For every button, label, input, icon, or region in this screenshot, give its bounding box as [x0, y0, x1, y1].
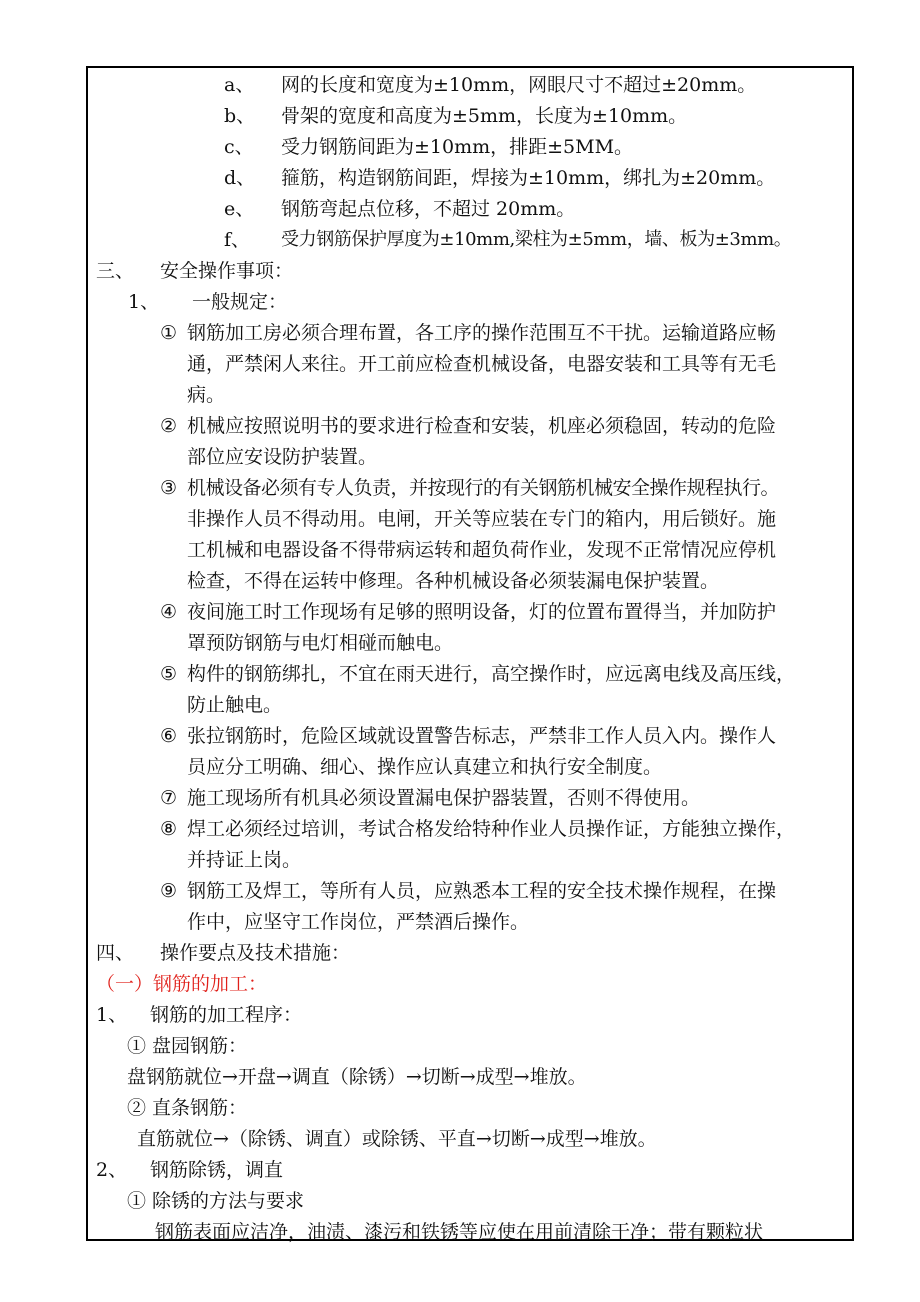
tolerance-marker: e、	[224, 198, 255, 220]
rule-marker: ④	[160, 601, 178, 623]
rule-line: 钢筋工及焊工，等所有人员，应熟悉本工程的安全技术操作规程，在操	[187, 880, 777, 902]
rule-line: 张拉钢筋时，危险区域就设置警告标志，严禁非工作人员入内。操作人	[187, 725, 777, 747]
coil-steel-title: ① 盘园钢筋：	[127, 1035, 248, 1057]
step-marker: 1、	[96, 1004, 128, 1026]
tolerance-text: 受力钢筋间距为±10mm，排距±5MM。	[281, 136, 634, 158]
rule-line: 焊工必须经过培训，考试合格发给特种作业人员操作证，方能独立操作，	[187, 818, 796, 840]
rule-line: 并持证上岗。	[187, 849, 302, 871]
coil-steel-flow: 盘钢筋就位→开盘→调直（除锈）→切断→成型→堆放。	[127, 1066, 587, 1088]
section-marker: 四、	[96, 942, 135, 964]
rule-marker: ⑧	[160, 818, 178, 840]
rule-marker: ⑨	[160, 880, 178, 902]
tolerance-marker: d、	[224, 167, 256, 189]
step-marker: 2、	[96, 1159, 128, 1181]
tolerance-text: 箍筋，构造钢筋间距，焊接为±10mm，绑扎为±20mm。	[281, 167, 776, 189]
tolerance-marker: c、	[224, 136, 254, 158]
rule-line: 机械设备必须有专人负责，并按现行的有关钢筋机械安全操作规程执行。	[187, 477, 780, 499]
subsection-heading: （一）钢筋的加工：	[96, 973, 268, 995]
tolerance-marker: b、	[224, 105, 256, 127]
rule-line: 病。	[187, 384, 226, 406]
rule-line: 检查，不得在运转中修理。各种机械设备必须装漏电保护装置。	[187, 570, 720, 592]
rule-line: 施工现场所有机具必须设置漏电保护器装置，否则不得使用。	[187, 787, 701, 809]
subsection-title: 一般规定：	[192, 291, 288, 313]
rule-line: 钢筋加工房必须合理布置，各工序的操作范围互不干扰。运输道路应畅	[187, 322, 777, 344]
rule-line: 机械应按照说明书的要求进行检查和安装，机座必须稳固，转动的危险	[187, 415, 777, 437]
step-title: 钢筋除锈，调直	[150, 1159, 284, 1181]
rule-line: 夜间施工时工作现场有足够的照明设备，灯的位置布置得当，并加防护	[187, 601, 777, 623]
rule-line: 构件的钢筋绑扎，不宜在雨天进行，高空操作时，应远离电线及高压线，	[187, 663, 796, 685]
rule-line: 非操作人员不得动用。电闸，开关等应装在专门的箱内，用后锁好。施	[187, 508, 777, 530]
rule-line: 作中，应坚守工作岗位，严禁酒后操作。	[187, 911, 530, 933]
rule-line: 防止触电。	[187, 694, 283, 716]
tolerance-text: 网的长度和宽度为±10mm，网眼尺寸不超过±20mm。	[281, 74, 757, 96]
tolerance-text: 受力钢筋保护厚度为±10mm,梁柱为±5mm，墙、板为±3mm。	[281, 229, 792, 250]
tolerance-text: 骨架的宽度和高度为±5mm，长度为±10mm。	[281, 105, 688, 127]
tolerance-text: 钢筋弯起点位移，不超过 20mm。	[281, 198, 576, 220]
section-title: 安全操作事项：	[160, 260, 294, 282]
rule-marker: ③	[160, 477, 178, 499]
rust-removal-text: 钢筋表面应洁净，油渍、漆污和铁锈等应使在用前清除干净；带有颗粒状	[155, 1221, 764, 1243]
rule-line: 员应分工明确、细心、操作应认真建立和执行安全制度。	[187, 756, 663, 778]
section-marker: 三、	[96, 260, 135, 282]
rust-removal-title: ① 除锈的方法与要求	[127, 1190, 305, 1212]
step-title: 钢筋的加工程序：	[150, 1004, 303, 1026]
straight-steel-flow: 直筋就位→（除锈、调直）或除锈、平直→切断→成型→堆放。	[137, 1128, 657, 1150]
tolerance-marker: f、	[224, 229, 251, 251]
rule-marker: ⑥	[160, 725, 178, 747]
rule-line: 工机械和电器设备不得带病运转和超负荷作业，发现不正常情况应停机	[187, 539, 777, 561]
rule-marker: ①	[160, 322, 178, 344]
rule-line: 通，严禁闲人来往。开工前应检查机械设备，电器安装和工具等有无毛	[187, 353, 777, 375]
tolerance-marker: a、	[224, 74, 255, 96]
straight-steel-title: ② 直条钢筋：	[127, 1097, 248, 1119]
rule-marker: ⑦	[160, 787, 178, 809]
rule-line: 部位应安设防护装置。	[187, 446, 378, 468]
rule-marker: ②	[160, 415, 178, 437]
subsection-marker: 1、	[128, 291, 160, 313]
rule-marker: ⑤	[160, 663, 178, 685]
section-title: 操作要点及技术措施：	[160, 942, 351, 964]
rule-line: 罩预防钢筋与电灯相碰而触电。	[187, 632, 454, 654]
